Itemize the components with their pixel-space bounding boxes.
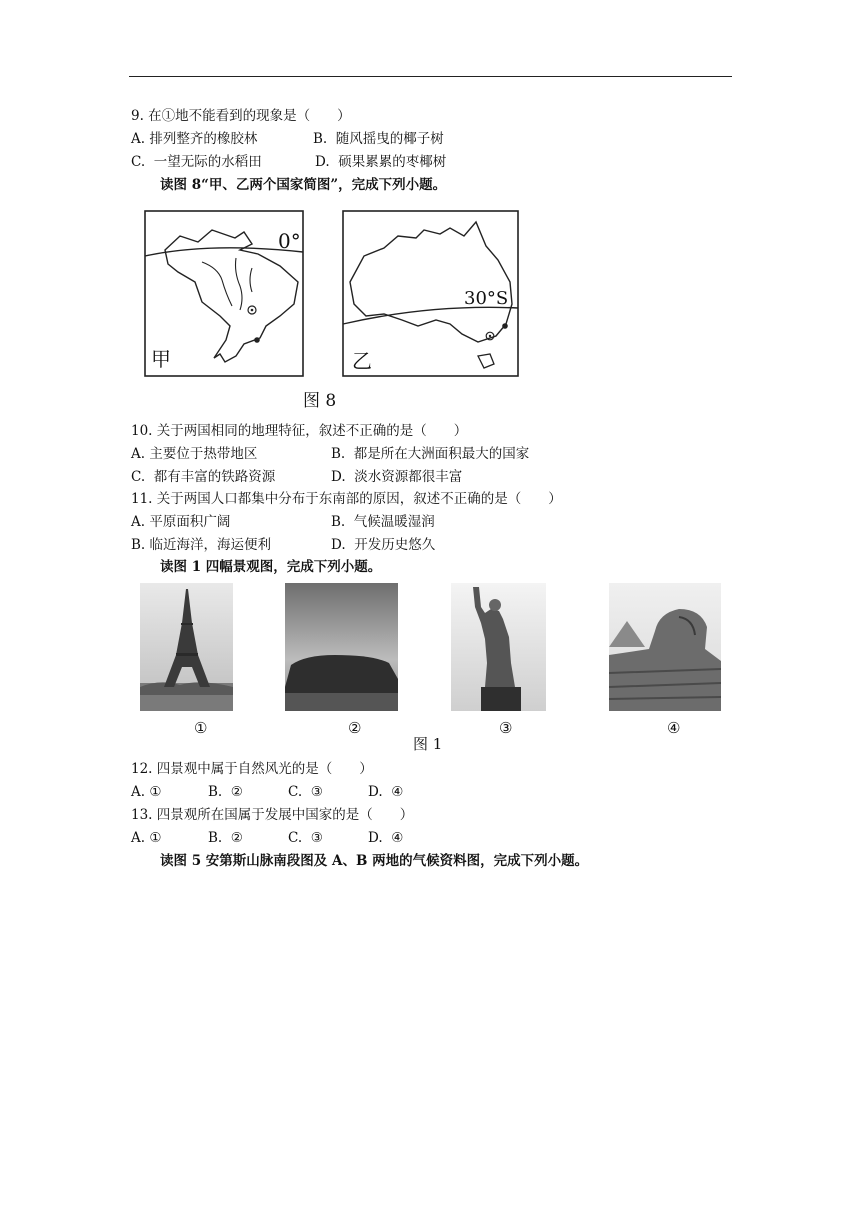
sydney-dot [502, 323, 508, 329]
q13-option-d: D. ④ [368, 830, 404, 846]
city-dot [254, 337, 260, 343]
q10-option-d: D. 淡水资源都很丰富 [331, 469, 463, 485]
figure-1-caption: 图 1 [413, 735, 443, 753]
q10-option-a: A. 主要位于热带地区 [131, 446, 258, 462]
q9-option-a: A. 排列整齐的橡胶林 [131, 131, 258, 147]
q11-option-b: B. 气候温暖湿润 [331, 514, 435, 530]
q10-option-c: C. 都有丰富的铁路资源 [131, 469, 276, 485]
figure-8-maps [140, 208, 525, 383]
capital-dot [251, 309, 254, 312]
q11-stem: 11. 关于两国人口都集中分布于东南部的原因，叙述不正确的是（ ） [131, 491, 562, 507]
intro-figure-8: 读图 8“甲、乙两个国家简图”，完成下列小题。 [160, 177, 447, 193]
q9-option-b: B. 随风摇曳的椰子树 [313, 131, 444, 147]
q13-option-b: B. ② [208, 830, 243, 846]
equator-label: 0° [278, 229, 301, 253]
q11-option-a: A. 平原面积广阔 [131, 514, 231, 530]
q13-stem: 13. 四景观所在国属于发展中国家的是（ ） [131, 807, 414, 823]
q12-option-c: C. ③ [288, 784, 323, 800]
q12-option-a: A. ① [131, 784, 162, 800]
canberra-dot [489, 335, 491, 337]
q12-stem: 12. 四景观中属于自然风光的是（ ） [131, 761, 373, 777]
photo-statue-of-liberty [451, 583, 546, 711]
photo-label-1: ① [194, 719, 208, 737]
q11-option-c: B. 临近海洋，海运便利 [131, 537, 272, 553]
photo-label-3: ③ [499, 719, 513, 737]
q9-option-c: C. 一望无际的水稻田 [131, 154, 262, 170]
photo-label-2: ② [348, 719, 362, 737]
q12-option-b: B. ② [208, 784, 243, 800]
q9-stem: 9. 在①地不能看到的现象是（ ） [131, 108, 351, 124]
header-rule [129, 76, 732, 77]
q13-option-a: A. ① [131, 830, 162, 846]
intro-figure-5: 读图 5 安第斯山脉南段图及 A、B 两地的气候资料图，完成下列小题。 [160, 853, 589, 869]
map-jia-label: 甲 [151, 347, 171, 371]
photo-eiffel-tower [140, 583, 233, 711]
q10-option-b: B. 都是所在大洲面积最大的国家 [331, 446, 530, 462]
q11-option-d: D. 开发历史悠久 [331, 537, 436, 553]
map-yi-label: 乙 [352, 349, 372, 373]
q9-option-d: D. 硕果累累的枣椰树 [315, 154, 447, 170]
intro-figure-1: 读图 1 四幅景观图，完成下列小题。 [160, 559, 382, 575]
q10-stem: 10. 关于两国相同的地理特征，叙述不正确的是（ ） [131, 423, 468, 439]
lat-30s-label: 30°S [464, 288, 509, 309]
photo-uluru [285, 583, 398, 711]
photo-sphinx [609, 583, 721, 711]
photo-label-4: ④ [667, 719, 681, 737]
q12-option-d: D. ④ [368, 784, 404, 800]
q13-option-c: C. ③ [288, 830, 323, 846]
figure-8-caption: 图 8 [303, 391, 337, 411]
